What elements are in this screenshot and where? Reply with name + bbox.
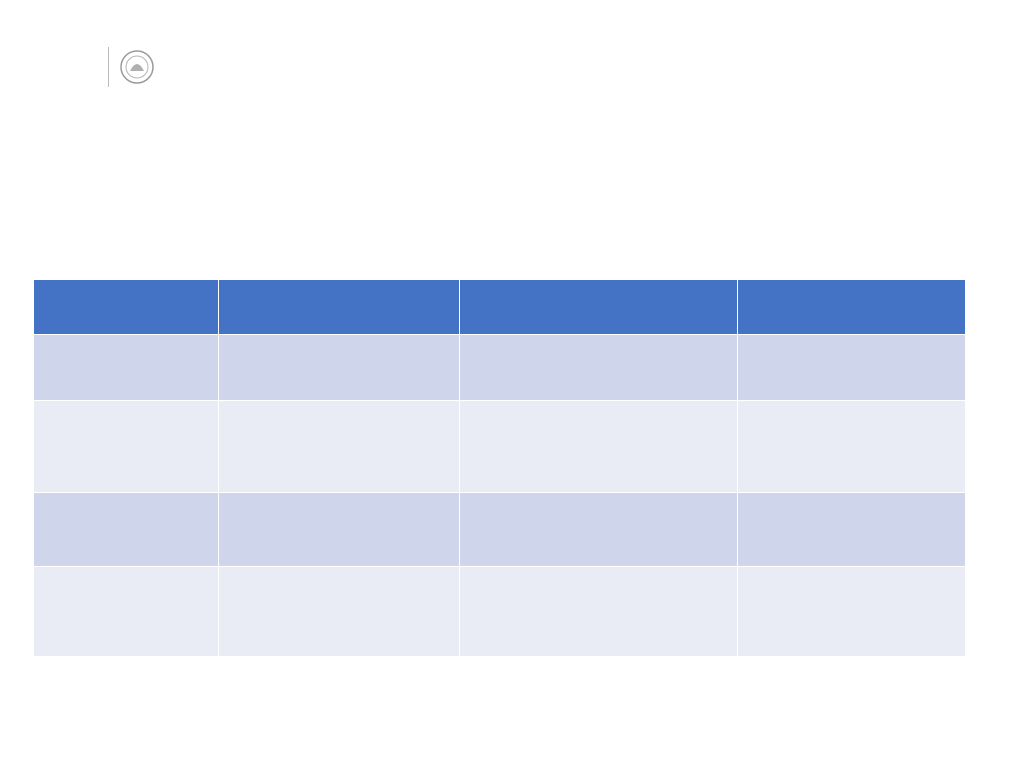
table-row	[34, 335, 966, 401]
column-header	[219, 280, 460, 335]
table-cell	[34, 335, 219, 401]
table-row	[34, 567, 966, 657]
column-header	[460, 280, 738, 335]
table-row	[34, 493, 966, 567]
risk-table	[33, 279, 966, 657]
table-cell	[219, 335, 460, 401]
decorative-pattern-left-icon	[30, 655, 490, 768]
decorative-rings-icon	[900, 32, 980, 106]
table-cell	[738, 567, 966, 657]
table-cell	[460, 567, 738, 657]
table-cell	[219, 567, 460, 657]
table-cell	[34, 401, 219, 493]
table-cell	[460, 335, 738, 401]
logo-divider	[108, 47, 109, 87]
table-cell	[460, 493, 738, 567]
column-header	[738, 280, 966, 335]
table-header-row	[34, 280, 966, 335]
table-cell	[219, 401, 460, 493]
table-cell	[219, 493, 460, 567]
table-cell	[34, 493, 219, 567]
table-cell	[34, 567, 219, 657]
table-row	[34, 401, 966, 493]
header-logos	[40, 44, 155, 90]
table-cell	[460, 401, 738, 493]
table-cell	[738, 401, 966, 493]
national-seal-icon	[119, 49, 155, 85]
decorative-pattern-right-icon	[530, 655, 990, 768]
table-cell	[738, 493, 966, 567]
column-header	[34, 280, 219, 335]
table-cell	[738, 335, 966, 401]
